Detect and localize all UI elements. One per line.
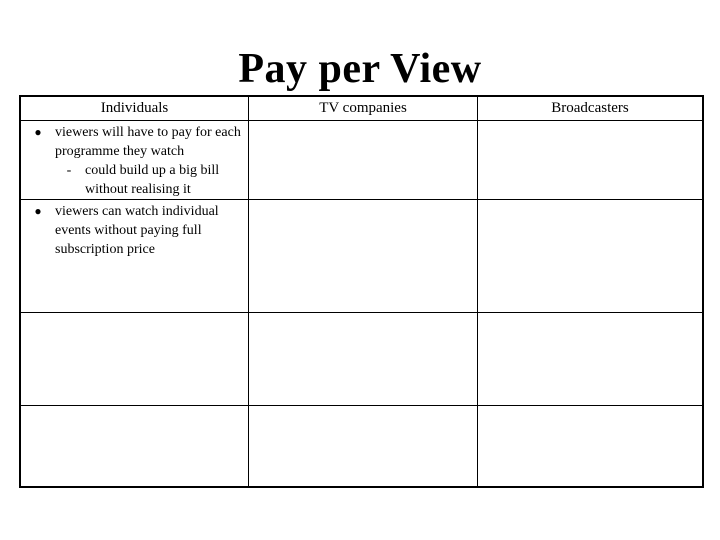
list-item bbox=[21, 123, 244, 161]
broadcasters-cell-3 bbox=[478, 313, 702, 406]
broadcasters-cell-2 bbox=[478, 200, 702, 313]
broadcasters-cell-1 bbox=[478, 121, 702, 200]
header-broadcasters: Broadcasters bbox=[478, 97, 702, 121]
tv-companies-cell-3 bbox=[249, 313, 478, 406]
individuals-cell-1 bbox=[21, 121, 249, 200]
individuals-cell-4 bbox=[21, 406, 249, 486]
list-item bbox=[21, 202, 244, 259]
sub-list-item-text: could build up a big bill without realising it bbox=[85, 163, 220, 197]
bullet-icon: ● bbox=[34, 125, 42, 139]
broadcasters-cell-4 bbox=[478, 406, 702, 486]
individuals-cell-3 bbox=[21, 313, 249, 406]
list-item-text: viewers can watch individual events without paying full subscription price bbox=[55, 204, 219, 257]
individuals-cell-2 bbox=[21, 200, 249, 313]
header-tv-companies: TV companies bbox=[249, 97, 478, 121]
page-title: Pay per View bbox=[238, 46, 482, 92]
list-item-text: viewers will have to pay for each programme they watch bbox=[55, 125, 241, 159]
tv-companies-cell-4 bbox=[249, 406, 478, 486]
tv-companies-cell-1 bbox=[249, 121, 478, 200]
dash-icon: - bbox=[66, 163, 72, 178]
pay-per-view-table bbox=[19, 95, 704, 488]
header-individuals: Individuals bbox=[21, 97, 249, 121]
tv-companies-cell-2 bbox=[249, 200, 478, 313]
bullet-icon: ● bbox=[34, 204, 42, 218]
sub-list-item bbox=[21, 161, 244, 199]
